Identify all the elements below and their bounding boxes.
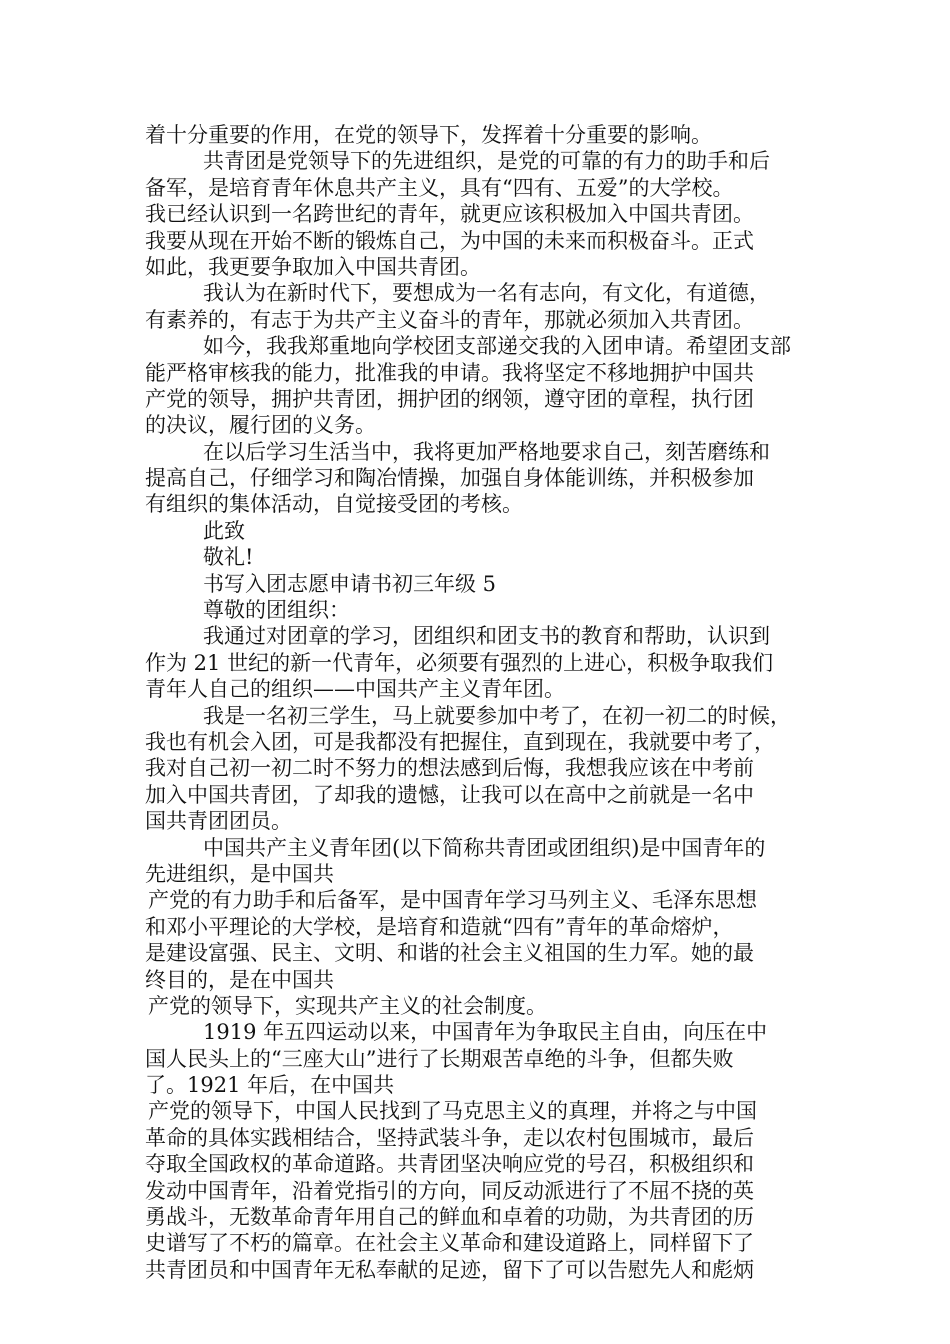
text-line: 加入中国共青团，了却我的遗憾，让我可以在高中之前就是一名中	[145, 782, 754, 807]
text-line: 先进组织，是中国共	[145, 861, 334, 886]
text-line: 了。1921 年后，在中国共	[145, 1073, 395, 1098]
document-body	[145, 122, 810, 1283]
text-line: 是建设富强、民主、文明、和谐的社会主义祖国的生力军。她的最	[145, 941, 754, 966]
text-line: 我是一名初三学生，马上就要参加中考了，在初一初二的时候，	[203, 703, 791, 728]
text-line: 产党的领导下，实现共产主义的社会制度。	[148, 993, 547, 1018]
text-line: 青年人自己的组织——中国共产主义青年团。	[145, 677, 565, 702]
text-line: 和邓小平理论的大学校，是培育和造就“四有”青年的革命熔炉，	[145, 914, 734, 939]
text-line: 夺取全国政权的革命道路。共青团坚决响应党的号召，积极组织和	[145, 1152, 754, 1177]
text-line: 国共青团团员。	[145, 809, 292, 834]
text-line: 备军，是培育青年休息共产主义，具有“四有、五爱”的大学校。	[145, 175, 734, 200]
text-line: 我认为在新时代下，要想成为一名有志向，有文化，有道德，	[203, 281, 770, 306]
text-line: 我已经认识到一名跨世纪的青年，就更应该积极加入中国共青团。	[145, 202, 754, 227]
text-line: 能严格审核我的能力，批准我的申请。我将坚定不移地拥护中国共	[145, 360, 754, 385]
text-line: 我也有机会入团，可是我都没有把握住，直到现在，我就要中考了，	[145, 729, 775, 754]
text-line: 尊敬的团组织：	[203, 598, 350, 623]
text-line: 发动中国青年，沿着党指引的方向，同反动派进行了不屈不挠的英	[145, 1178, 754, 1203]
text-line: 我通过对团章的学习，团组织和团支书的教育和帮助，认识到	[203, 624, 770, 649]
text-line: 1919 年五四运动以来，中国青年为争取民主自由，向压在中	[203, 1020, 768, 1045]
text-line: 共青团是党领导下的先进组织，是党的可靠的有力的助手和后	[203, 149, 770, 174]
text-line: 作为 21 世纪的新一代青年，必须要有强烈的上进心，积极争取我们	[145, 650, 774, 675]
text-line: 在以后学习生活当中，我将更加严格地要求自己，刻苦磨练和	[203, 439, 770, 464]
text-line: 书写入团志愿申请书初三年级 5	[203, 571, 497, 596]
text-line: 终目的，是在中国共	[145, 967, 334, 992]
text-line: 如今，我我郑重地向学校团支部递交我的入团申请。希望团支部	[203, 334, 791, 359]
text-line: 勇战斗，无数革命青年用自己的鲜血和卓着的功勋，为共青团的历	[145, 1205, 754, 1230]
text-line: 有组织的集体活动，自觉接受团的考核。	[145, 492, 523, 517]
text-line: 提高自己，仔细学习和陶冶情操，加强自身体能训练，并积极参加	[145, 466, 754, 491]
text-line: 我要从现在开始不断的锻炼自己，为中国的未来而积极奋斗。正式	[145, 228, 754, 253]
text-line: 我对自己初一初二时不努力的想法感到后悔，我想我应该在中考前	[145, 756, 754, 781]
text-line: 有素养的，有志于为共产主义奋斗的青年，那就必须加入共青团。	[145, 307, 754, 332]
text-line: 史谱写了不朽的篇章。在社会主义革命和建设道路上，同样留下了	[145, 1231, 754, 1256]
text-line: 国人民头上的“三座大山”进行了长期艰苦卓绝的斗争，但都失败	[145, 1046, 734, 1071]
text-line: 的决议，履行团的义务。	[145, 413, 376, 438]
text-line: 产党的领导下，中国人民找到了马克思主义的真理，并将之与中国	[148, 1099, 757, 1124]
text-line: 革命的具体实践相结合，坚持武装斗争，走以农村包围城市，最后	[145, 1125, 754, 1150]
text-line: 产党的领导，拥护共青团，拥护团的纲领，遵守团的章程，执行团	[145, 386, 754, 411]
text-line: 如此，我更要争取加入中国共青团。	[145, 254, 481, 279]
text-line: 敬礼!	[203, 545, 254, 570]
text-line: 此致	[203, 518, 245, 543]
text-line: 产党的有力助手和后备军，是中国青年学习马列主义、毛泽东思想	[148, 888, 757, 913]
text-line: 共青团员和中国青年无私奉献的足迹，留下了可以告慰先人和彪炳	[145, 1257, 754, 1282]
text-line: 着十分重要的作用，在党的领导下，发挥着十分重要的影响。	[145, 123, 712, 147]
text-line: 中国共产主义青年团(以下简称共青团或团组织)是中国青年的	[203, 835, 766, 860]
